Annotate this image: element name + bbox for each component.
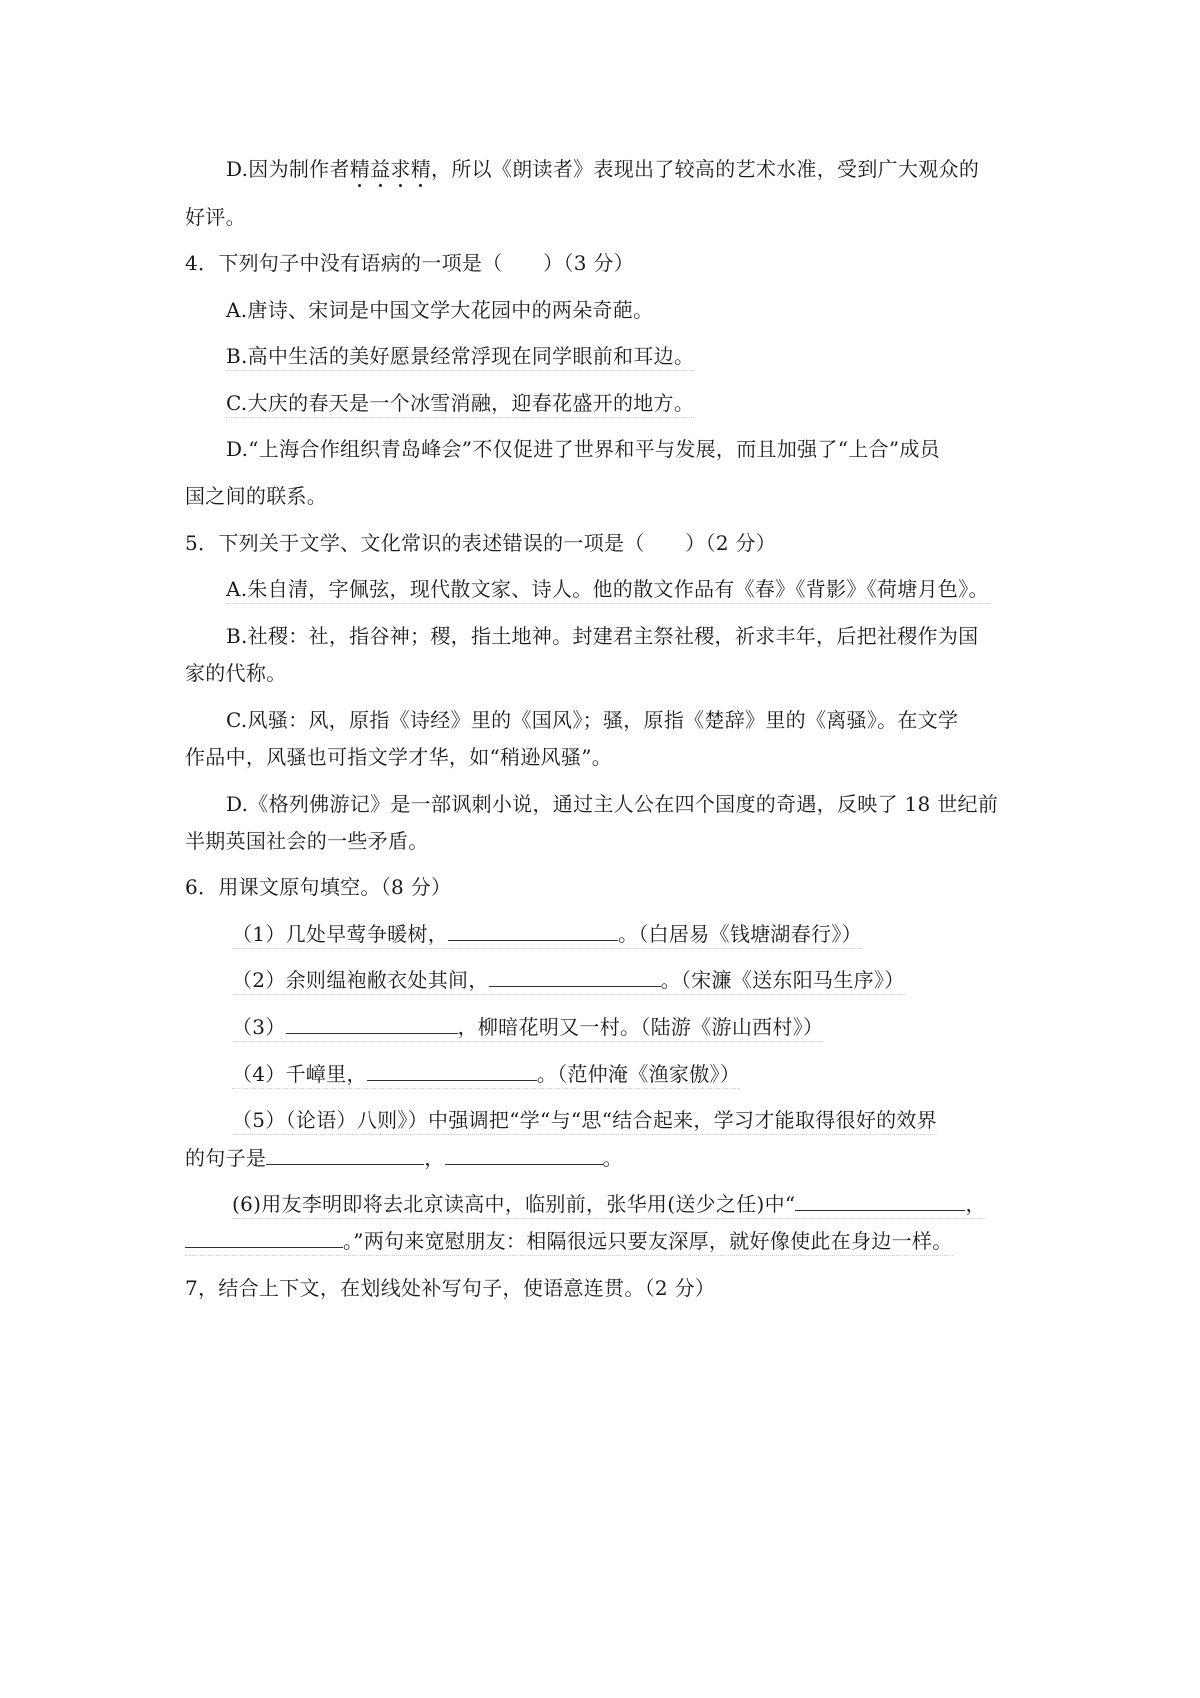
answer-blank xyxy=(185,1229,343,1248)
q4-stem: 4．下列句子中没有语病的一项是（ ）（3 分） xyxy=(185,251,635,275)
emphasis-char: 求 xyxy=(390,157,411,181)
q5-option-d: D.《格列佛游记》是一部讽刺小说，通过主人公在四个国度的奇遇，反映了 18 世纪前 xyxy=(226,792,999,816)
answer-blank xyxy=(367,1062,537,1081)
answer-blank xyxy=(286,1015,458,1034)
emphasis-char: 益 xyxy=(370,157,391,181)
q4-option-c: C.大庆的春天是一个冰雪消融，迎春花盛开的地方。 xyxy=(226,391,694,418)
answer-blank xyxy=(489,968,661,987)
q5-stem: 5．下列关于文学、文化常识的表述错误的一项是（ ）（2 分） xyxy=(185,531,777,555)
q5-option-d-continued: 半期英国社会的一些矛盾。 xyxy=(185,829,429,853)
q5-option-c-continued: 作品中，风骚也可指文学才华，如“稍逊风骚”。 xyxy=(185,745,613,769)
answer-blank xyxy=(448,922,618,941)
q4-option-b: B.高中生活的美好愿景经常浮现在同学眼前和耳边。 xyxy=(226,344,694,371)
q6-item-5-continued: 的句子是 ， 。 xyxy=(185,1146,623,1170)
answer-blank xyxy=(795,1192,965,1211)
q4-option-a: A.唐诗、宋词是中国文学大花园中的两朵奇葩。 xyxy=(226,298,654,322)
answer-blank xyxy=(266,1146,424,1165)
q6-item-6: (6)用友李明即将去北京读高中，临别前，张华用(送少之任)中“ ， xyxy=(232,1192,986,1219)
q6-item-1: （1）几处早莺争暖树， 。（白居易《钱塘湖春行》） xyxy=(232,922,862,949)
q7-stem: 7，结合上下文，在划线处补写句子，使语意连贯。（2 分） xyxy=(185,1276,716,1300)
q6-item-5: （5）（论语）八则》）中强调把“学“与“思“结合起来，学习才能取得很好的效界 xyxy=(232,1108,937,1135)
q5-option-c: C.风骚：风，原指《诗经》里的《国风》；骚，原指《楚辞》里的《离骚》。在文学 xyxy=(226,708,959,732)
q5-option-a: A.朱自清，字佩弦，现代散文家、诗人。他的散文作品有《春》《背影》《荷塘月色》。 xyxy=(226,577,989,604)
q3-option-d-continued: 好评。 xyxy=(185,205,246,229)
q4-option-d: D.“上海合作组织青岛峰会”不仅促进了世界和平与发展，而且加强了“上合”成员 xyxy=(226,437,940,461)
q6-item-6-continued: 。”两句来宽慰朋友：相隔很远只要友深厚，就好像使此在身边一样。 xyxy=(185,1229,953,1256)
q3-option-d: D.因为制作者精益求精，所以《朗读者》表现出了较高的艺术水准，受到广大观众的 xyxy=(226,157,980,181)
answer-blank xyxy=(445,1146,603,1165)
q6-item-4: （4）千嶂里， 。（范仲淹《渔家傲》） xyxy=(232,1062,740,1089)
q6-item-3: （3） ，柳暗花明又一村。（陆游《游山西村》） xyxy=(232,1015,823,1042)
q4-option-d-continued: 国之间的联系。 xyxy=(185,484,328,508)
emphasis-char: 精 xyxy=(349,157,371,181)
q5-option-b: B.社稷：社，指谷神；稷，指土地神。封建君主祭社稷，祈求丰年，后把社稷作为国 xyxy=(226,624,979,648)
q6-stem: 6．用课文原句填空。（8 分） xyxy=(185,875,452,899)
q5-option-b-continued: 家的代称。 xyxy=(185,661,287,685)
q6-item-2: （2）余则缊袍敝衣处其间， 。（宋濂《送东阳马生序》） xyxy=(232,968,905,995)
emphasis-char: 精 xyxy=(410,157,432,181)
